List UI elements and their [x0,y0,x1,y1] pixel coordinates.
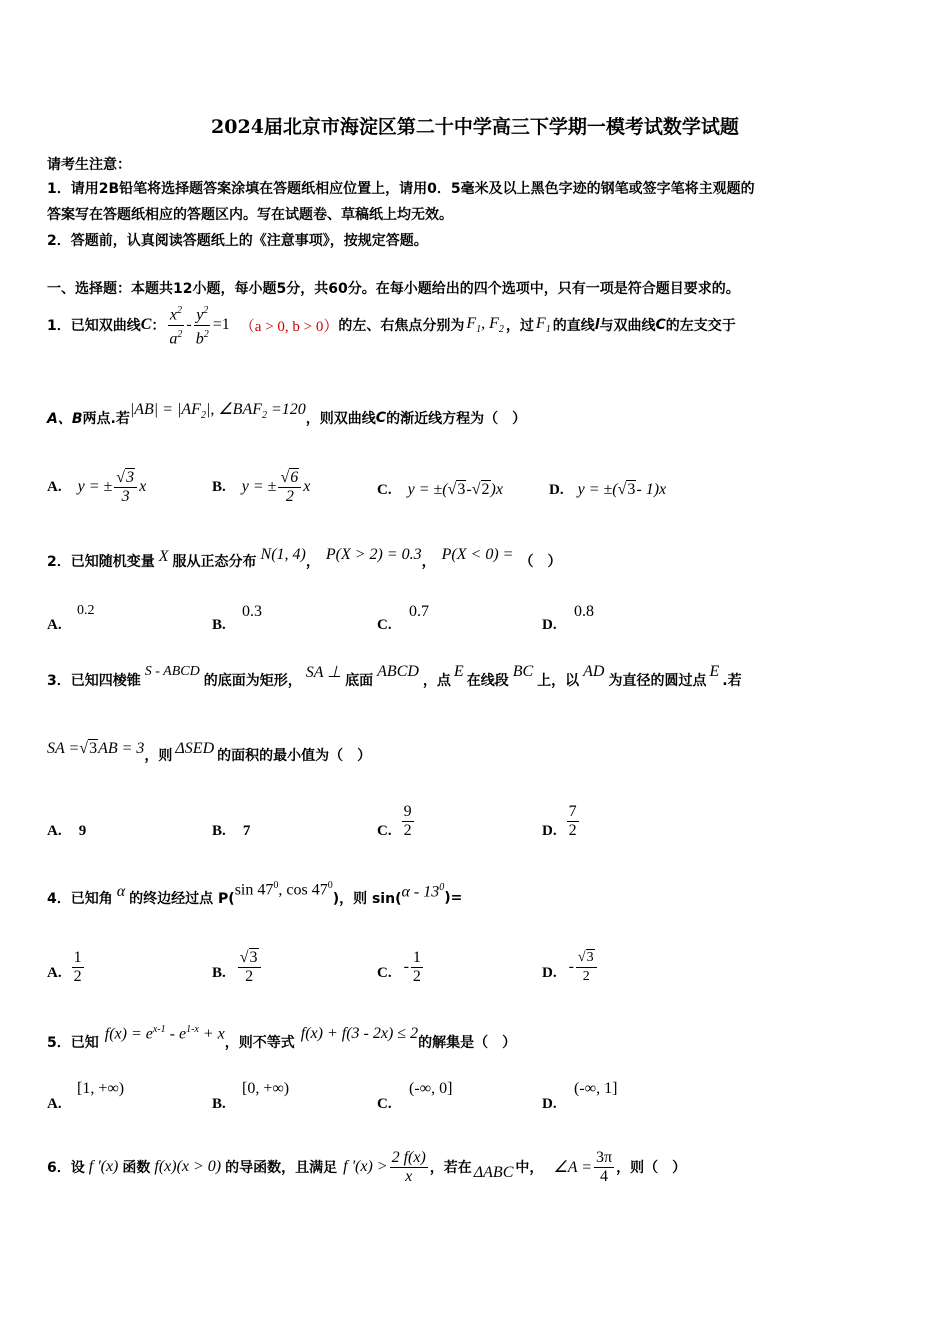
q1-condition-2: $|AB| = |AF_2|$, $\angle BAF_2 =120$ [129,400,306,422]
q1-foci: $F_1$, $F_2$ [466,314,504,336]
notice-heading: 请考生注意： [47,157,131,173]
q3-option-b[interactable]: B. 7 [212,823,251,839]
q3-pyramid: S - ABCD [144,664,200,679]
q1-colon: ： [151,318,166,334]
q2-X: X [158,548,169,565]
q1-text-6: 的左支交于 [665,318,736,334]
question-3-line1: 3．已知四棱锥 S - ABCD 的底面为矩形， SA ⊥ 底面 ABCD ，点 E 在线段 BC 上，以 AD 为直径的圆过点 E .若 [47,663,742,689]
q1-text-1: 1．已知双曲线 [47,318,141,334]
question-6: 6．设 f '(x) 函数 f(x)(x > 0) 的导函数，且满足 f '(x) > $\frac{2 f(x)}{x}$ ，若在 ΔABC 中， ∠A = $\frac{3\pi}{4}$ ，则（ ） [47,1148,687,1185]
question-1-line2 [47,398,526,438]
q2-prob-2: P(X < 0) = [441,546,514,563]
q1-text-7: 两点.若 [82,411,130,427]
q1-C3: C [375,410,387,426]
q1-F1: $F_1$ [535,314,551,336]
q1-text-2: 的左、右焦点分别为 [338,318,465,334]
q1-text-3: ，过 [505,318,534,334]
q4-option-a[interactable]: A. $\frac{1}{2}$ [47,948,82,985]
q5-function: $f(x) = e^{x-1} - e^{1-x} + x$ [104,1024,225,1043]
q1-option-d[interactable]: D. y = ±( √3 - 1)x [549,481,667,498]
q3-option-a[interactable]: A. 9 [47,823,87,839]
question-5: 5．已知 $f(x) = e^{x-1} - e^{1-x} + x$ ，则不等式 f(x) + f(3 - 2x) ≤ 2 的解集是（ ） [47,1024,517,1051]
q5-inequality: f(x) + f(3 - 2x) ≤ 2 [300,1025,419,1042]
q2-text-1: 2．已知随机变量 [47,554,155,570]
q2-normal: N(1, 4) [260,546,306,563]
exam-page: 2024届北京市海淀区第二十中学高三下学期一模考试数学试题 请考生注意： 1．请用2B铅笔将选择题答案涂填在答题纸相应位置上，请用0．5毫米及以上黑色字迹的钢笔或签字笔将主观题的 答案写在答题纸相应的答题区内。写在试题卷、草稿纸上均无效。 2．答题前，认真阅读答题纸上的《注意事项》，按规定答题。 一、选择题：本题共12小题，每小题5分，共60分。在每小题给出的四个选项中，只有一项是符合题目要求的。 1．已知双曲线 C ： $\frac{x^2}{a^2}$ - $\frac{y^2}{b^2}$ =1 （a > 0, b > 0） 的左、右焦点分别为 $F_1$, $F_2$ ，过 $F_1$ 的直线 l 与双曲线 C 的左支交于 A、B 两点.若 $|AB| = |AF_2|$, $\angle BAF_2 =120$ ，则双曲线 C 的渐近线方程为（ ） A. y = ± $\frac{√3}{3}$ x B. y = ± $\frac{√6}{2}$ x C. y = ±( √3 - √2 )x D. y = ±( √3 - 1)x 2．已知随机变量 X 服从正态分布 N(1, 4) ， P(X > 2) = 0.3 ， P(X < 0) = （ ） A. 0.2 B. 0.3 C. 0.7 D. 0.8 3．已知四棱锥 S - ABCD 的底面为矩形， SA ⊥ 底面 ABCD ，点 E 在线段 BC 上，以 AD 为直径的圆过点 E .若 SA = √3 AB = 3 ，则 ΔSED 的面积的最小值为（ ） A. 9 B. 7 C. $\frac{9}{2}$ D. $\frac{7}{2}$ 4．已知角 α 的终边经过点 P( $\sin 47^0$, $\cos 47^0$ )，则 sin( α - $13^0$ )= A. $\frac{1}{2}$ B. $\frac{√3}{2}$ C. - $\frac{1}{2}$ D. - $\frac{√3}{2}$ 5．已知 $f(x) = e^{x-1} - e^{1-x} + x$ ，则不等式 f(x) + f(3 - 2x) ≤ 2 的解集是（ ） A. [1, +∞) B. [0, +∞) C. (-∞, 0] D. (-∞, 1] 6．设 f '(x) 函数 f(x)(x > 0) 的导函数，且满足 f '(x) > $\frac{2 f(x)}{x}$ ，若在 ΔABC 中， ∠A = $\frac{3\pi}{4}$ ，则（ ） [0,0,950,1344]
q1-text-5: 与双曲线 [599,318,656,334]
notice-item-1a: 1．请用2B铅笔将选择题答案涂填在答题纸相应位置上，请用0．5毫米及以上黑色字迹的钢笔或签字笔将主观题的 [47,181,755,197]
q4-option-b[interactable]: B. $\frac{√3}{2}$ [212,942,263,992]
q1-text-4: 的直线 [552,318,595,334]
question-2: 2．已知随机变量 X 服从正态分布 N(1, 4) ， P(X > 2) = 0.3 ， P(X < 0) = （ ） [47,546,562,570]
q1-l: l [594,317,600,333]
question-1-line1 [47,300,736,350]
q1-option-b[interactable]: B. y = ± $\frac{√6}{2}$ x [212,468,311,505]
q2-text-2: 服从正态分布 [172,554,257,570]
page-title: 2024届北京市海淀区第二十中学高三下学期一模考试数学试题 [211,116,739,138]
q1-C2: C [655,317,666,333]
q4-option-d[interactable]: D. - $\frac{√3}{2}$ [542,942,599,992]
q1-frac-y: $\frac{y^2}{b^2}$ [194,302,211,348]
q1-option-c[interactable]: C. y = ±( √3 - √2 )x [377,481,503,498]
section-heading: 一、选择题：本题共12小题，每小题5分，共60分。在每小题给出的四个选项中，只有一项是符合题目要求的。 [47,281,740,297]
q1-minus: - [186,316,192,333]
q1-AB: A、B [47,411,83,427]
q1-frac-x: $\frac{x^2}{a^2}$ [167,302,184,348]
q1-text-8: ，则双曲线 [305,411,376,427]
q1-condition: （a > 0, b > 0） [239,318,339,335]
q3-option-d[interactable]: D. $\frac{7}{2}$ [542,802,577,839]
question-3-line2: SA = √3 AB = 3 ，则 ΔSED 的面积的最小值为（ ） [47,740,372,764]
q1-option-a[interactable]: A. y = ± $\frac{√3}{3}$ x [47,468,147,505]
notice-item-2: 2．答题前，认真阅读答题纸上的《注意事项》，按规定答题。 [47,233,428,249]
question-4: 4．已知角 α 的终边经过点 P( $\sin 47^0$, $\cos 47^0$ )，则 sin( α - $13^0$ )= [47,880,463,907]
q1-eq1: =1 [212,316,230,333]
q3-option-c[interactable]: C. $\frac{9}{2}$ [377,802,412,839]
q1-C: C [140,316,152,333]
q4-option-c[interactable]: C. - $\frac{1}{2}$ [377,948,421,985]
notice-item-1b: 答案写在答题纸相应的答题区内。写在试题卷、草稿纸上均无效。 [47,207,453,223]
q2-prob-1: P(X > 2) = 0.3 [325,546,422,563]
q1-text-9: 的渐近线方程为（ ） [386,411,527,427]
